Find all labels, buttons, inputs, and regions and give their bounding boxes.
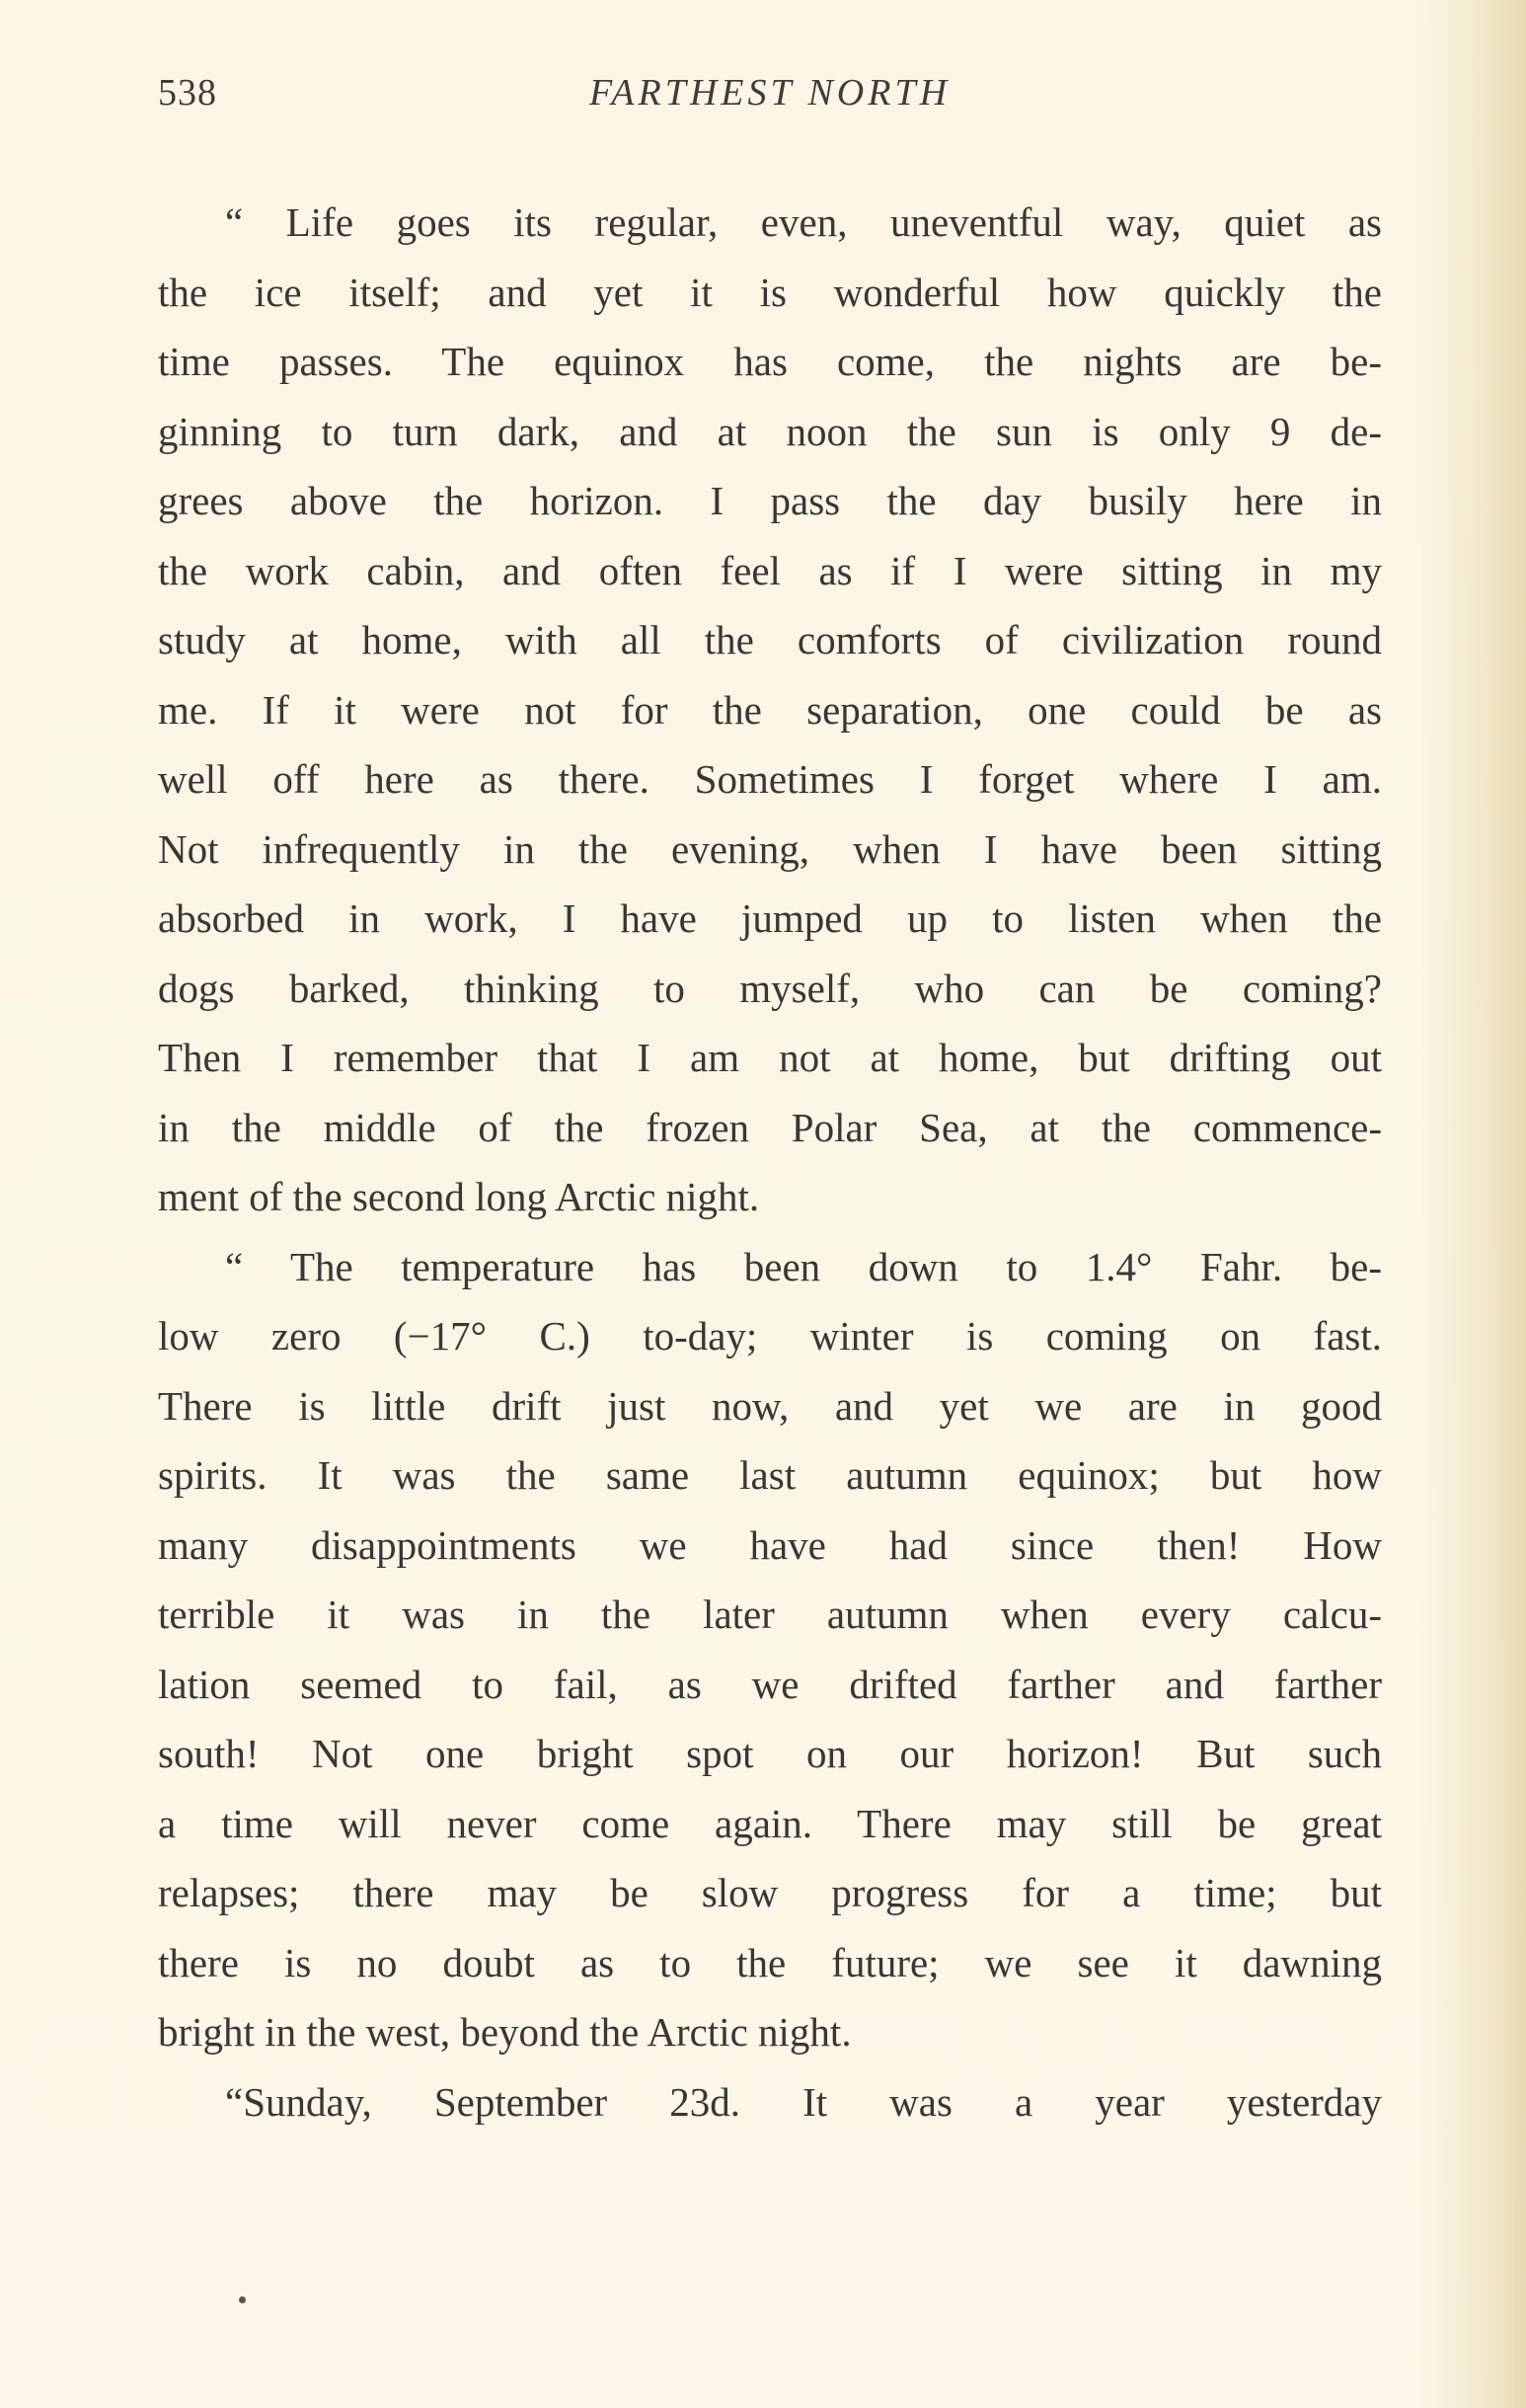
text-line: the ice itself; and yet it is wonderful how quickly the: [158, 269, 1382, 315]
text-line: absorbed in work, I have jumped up to listen when the: [158, 895, 1382, 941]
body-text: [158, 188, 1382, 2136]
text-line: terrible it was in the later autumn when every calcu-: [158, 1592, 1382, 1637]
text-line: Then I remember that I am not at home, but drifting out: [158, 1035, 1382, 1080]
text-line: the work cabin, and often feel as if I were sitting in my: [158, 547, 1382, 593]
text-line: south! Not one bright spot on our horizon! But such: [158, 1731, 1382, 1776]
running-title: FARTHEST NORTH: [588, 72, 952, 114]
text-line: “Sunday, September 23d. It was a year yesterday: [225, 2078, 1382, 2125]
text-line: well off here as there. Sometimes I forget where I am.: [158, 756, 1382, 802]
text-line: time passes. The equinox has come, the nights are be-: [158, 339, 1382, 384]
text-line: “ The temperature has been down to 1.4° Fahr. be-: [225, 1243, 1382, 1289]
page-number: 538: [158, 72, 217, 114]
text-line: spirits. It was the same last autumn equinox; but how: [158, 1452, 1382, 1498]
text-line: There is little drift just now, and yet we are in good: [158, 1382, 1382, 1429]
text-line: there is no doubt as to the future; we see it dawning: [158, 1939, 1382, 1985]
text-line: low zero (−17° C.) to-day; winter is coming on fast.: [158, 1313, 1382, 1359]
text-line: a time will never come again. There may still be great: [158, 1800, 1382, 1846]
ink-speck: [239, 2296, 246, 2303]
text-line: “ Life goes its regular, even, uneventful way, quiet as: [225, 199, 1382, 245]
text-line: dogs barked, thinking to myself, who can be coming?: [158, 965, 1382, 1011]
text-line: grees above the horizon. I pass the day busily here in: [158, 478, 1382, 523]
running-head: [158, 71, 1382, 130]
text-line: many disappointments we have had since then! How: [158, 1521, 1382, 1568]
text-line: lation seemed to fail, as we drifted farther and farther: [158, 1661, 1382, 1707]
text-line: me. If it were not for the separation, one could be as: [158, 686, 1382, 733]
text-line: study at home, with all the comforts of civilization round: [158, 617, 1382, 662]
text-line: in the middle of the frozen Polar Sea, at the commence-: [158, 1104, 1382, 1150]
text-line: relapses; there may be slow progress for a time; but: [158, 1870, 1382, 1915]
text-line: bright in the west, beyond the Arctic night.: [158, 2009, 852, 2055]
text-line: ginning to turn dark, and at noon the sun is only 9 de-: [158, 408, 1382, 454]
text-line: ment of the second long Arctic night.: [158, 1174, 760, 1219]
text-line: Not infrequently in the evening, when I have been sitting: [158, 825, 1382, 872]
